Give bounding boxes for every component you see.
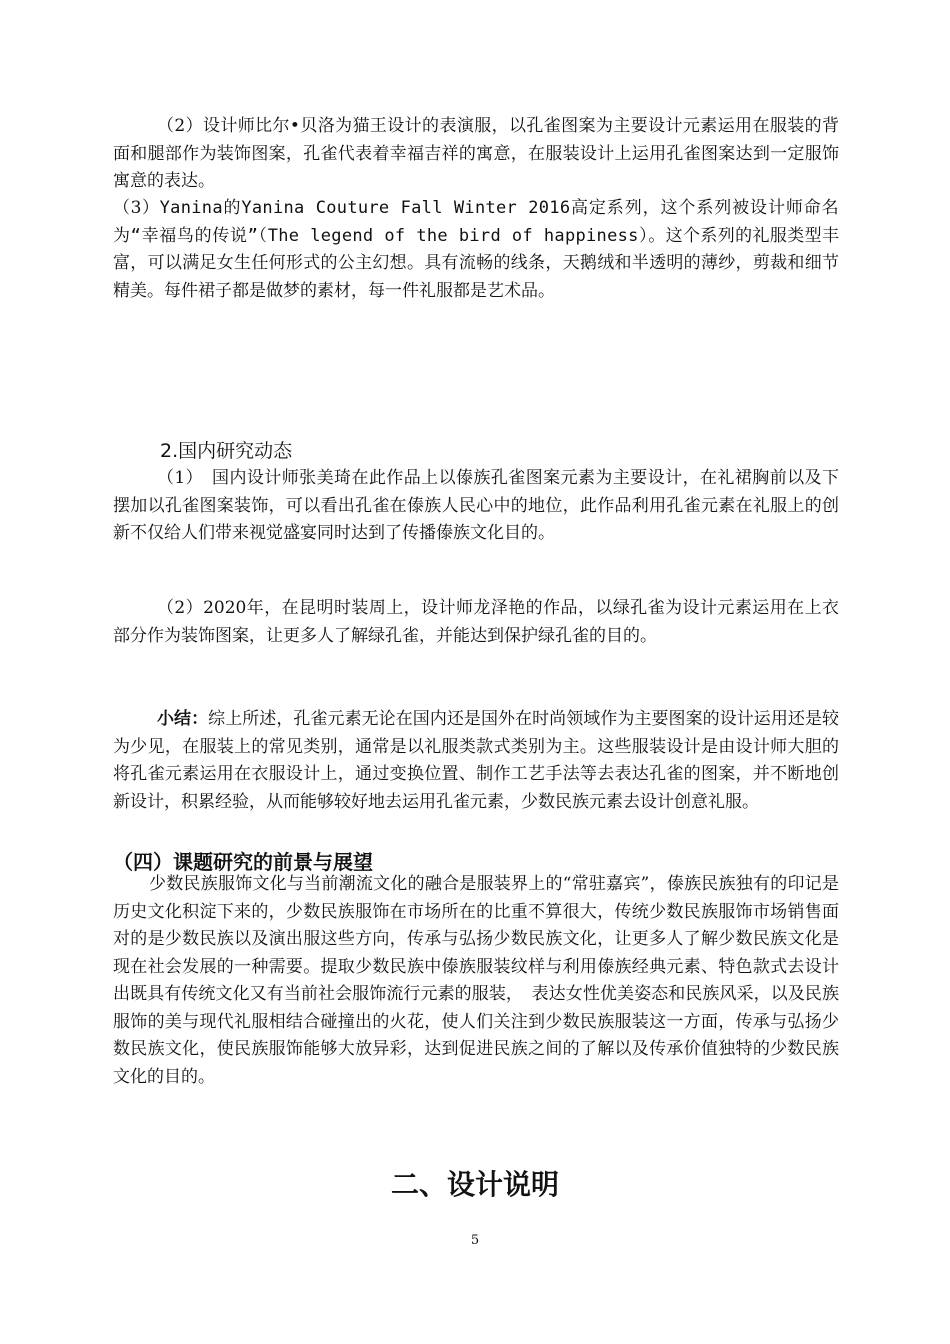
intl-paragraph-3 — [113, 195, 839, 305]
summary-text: 综上所述，孔雀元素无论在国内还是国外在时尚领域作为主要图案的设计运用还是较为少见，在服装上的常见类别，通常是以礼服类款式类别为主。这些服装设计是由设计师大胆的将孔雀元素运用在衣服设计上，通过变换位置、制作工艺手法等去表达孔雀的图案，并不断地创新设计，积累经验，从而能够较好地去运用孔雀元素，少数民族元素去设计创意礼服。 — [113, 709, 840, 812]
summary-paragraph — [113, 706, 839, 816]
chapter-heading: 二、设计说明 — [390, 1168, 559, 1201]
prospect-heading: （四）课题研究的前景与展望 — [113, 850, 373, 874]
page-number: 5 — [470, 1233, 480, 1248]
intl-paragraph-3-number: （3） — [113, 198, 160, 218]
domestic-heading: 2.国内研究动态 — [160, 440, 293, 462]
prospect-paragraph: 少数民族服饰文化与当前潮流文化的融合是服装界上的“常驻嘉宾”，傣族民族独有的印记是历史文化积淀下来的，少数民族服饰在市场所在的比重不算很大，传统少数民族服饰市场销售面对的是少数民族以及演出服这些方向，传承与弘扬少数民族文化，让更多人了解少数民族文化是现在社会发展的一种需要。提取少数民族中傣族服装纹样与利用傣族经典元素、特色款式去设计出既具有传统文化又有当前社会服饰流行元素的服装， 表达女性优美姿态和民族风采，以及民族服饰的美与现代礼服相结合碰撞出的火花，使人们关注到少数民族服装这一方面，传承与弘扬少数民族文化，使民族服饰能够大放异彩，达到促进民族之间的了解以及传承价值独特的少数民族文化的目的。 — [113, 874, 839, 1087]
domestic-paragraph-2: （2）2020年，在昆明时装周上，设计师龙泽艳的作品，以绿孔雀为设计元素运用在上衣部分作为装饰图案，让更多人了解绿孔雀，并能达到保护绿孔雀的目的。 — [113, 598, 839, 646]
intl-paragraph-2: （2）设计师比尔•贝洛为猫王设计的表演服，以孔雀图案为主要设计元素运用在服装的背面和腿部作为装饰图案，孔雀代表着幸福吉祥的寓意，在服装设计上运用孔雀图案达到一定服饰寓意的表达。 — [113, 116, 839, 191]
summary-lead: 小结： — [157, 709, 209, 729]
intl-paragraph-3-rest: 。这个系列的礼服类型丰富，可以满足女生任何形式的公主幻想。具有流畅的线条，天鹅绒和半透明的薄纱，剪裁和细节精美。每件裙子都是做梦的素材，每一件礼服都是艺术品。 — [113, 225, 839, 301]
domestic-paragraph-1: （1） 国内设计师张美琦在此作品上以傣族孔雀图案元素为主要设计，在礼裙胸前以及下摆加以孔雀图案装饰，可以看出孔雀在傣族人民心中的地位，此作品利用孔雀元素在礼服上的创新不仅给人们带来视觉盛宴同时达到了传播傣族文化目的。 — [113, 468, 839, 543]
intl-paragraph-3-latin: Yanina的Yanina Couture Fall Winter 2016高定系列，这个系列被设计师命名为“幸福鸟的传说”（The legend of the bird of happiness） — [113, 198, 839, 246]
